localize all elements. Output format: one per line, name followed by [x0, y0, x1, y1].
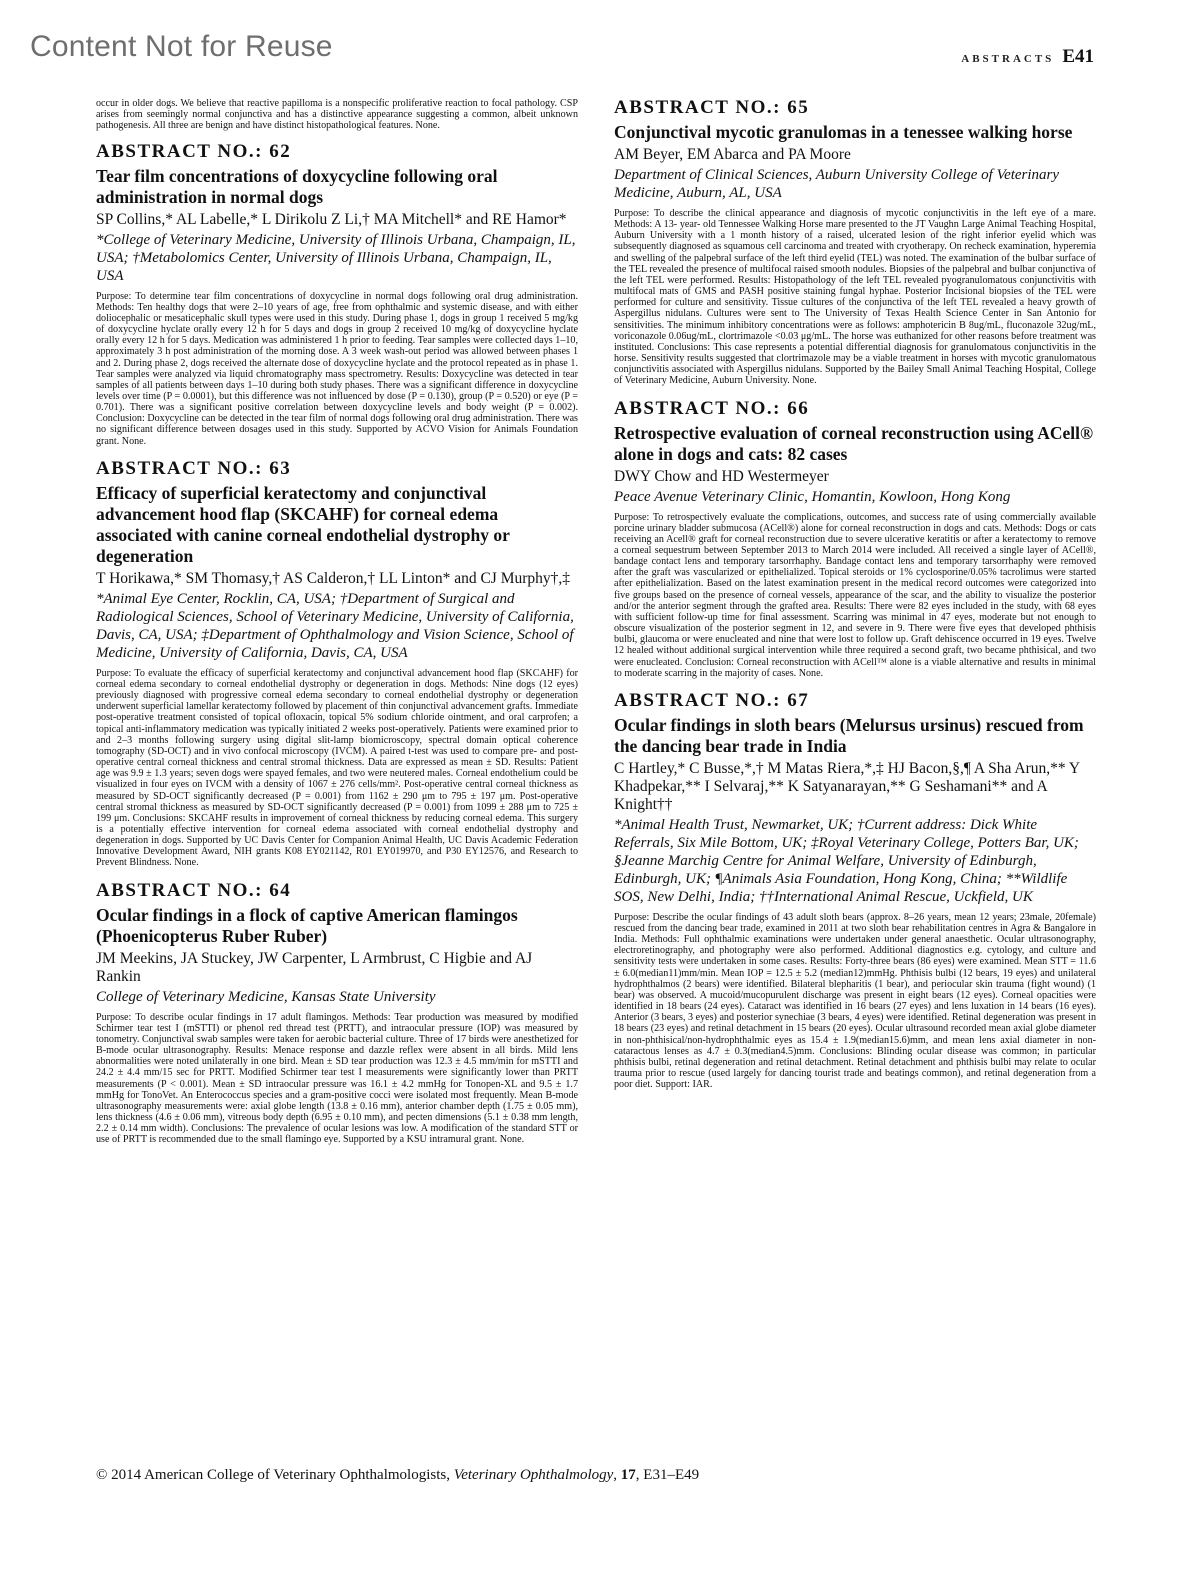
abstract-title: Ocular findings in a flock of captive American flamingos (Phoenicopterus Ruber Ruber) [96, 904, 518, 946]
abstract-number: ABSTRACT NO.: 66 [614, 397, 810, 419]
abstract-number: ABSTRACT NO.: 65 [614, 97, 810, 118]
running-head [961, 46, 1094, 68]
abstract-authors: DWY Chow and HD Westermeyer [614, 467, 829, 485]
abstract-body: Purpose: Describe the ocular findings of 43 adult sloth bears (approx. 8–26 years, mean 12 years; 23male, 20female) rescued from the dancing bear trade, examined in 2011 at two sloth bear rehabilitation centres in Agra & Bangalore in India. Methods: Full ophthalmic examinations were undertaken under general anaesthetic. Ocular ultrasonography, electroretinography, and photography were also performed. Additional diagnostics e.g. cytology, and culture and sensitivity tests were undertaken in some cases. Results: Forty-three bears (86 eyes) were examined. Mean STT = 11.6 ± 6.0(median11)mm/min. Mean IOP = 12.5 ± 5.2 (median12)mmHg. Phthisis bulbi (12 bears, 19 eyes) and unilateral hydrophthalmos (2 bears) were identified. Bilateral blepharitis (1 bear), and periocular skin trauma (fight wound) (1 bear) was observed. A mucoid/mucopurulent discharge was present in eight bears (12 eyes). Corneal opacities were identified in 18 bears (24 eyes). Cataract was identified in 16 bears (27 eyes) and lens luxation in 14 bears (16 eyes). Anterior (3 bears, 3 eyes) and posterior synechiae (3 bears, 4 eyes) were identified. Retinal degeneration was present in 18 bears (23 eyes) and retinal detachment in 15 bears (20 eyes). Ocular ultrasound recorded mean axial globe diameter in non-phthisical/non-hydrophthalmic eyes as 15.4 ± 1.9(median15.6)mm, and mean lens axial diameter in non-cataractous lenses as 4.7 ± 0.3(median4.5)mm. Conclusions: Blinding ocular disease was common; in particular phthisis bulbi, retinal degeneration and retinal detachment. Retinal detachment and phthisis bulbi may relate to ocular trauma prior to rescue (used largely for dancing tourist trade and beatings common), and retinal degeneration from a poor diet. Support: IAR. [614, 911, 1096, 1091]
abstract-authors: JM Meekins, JA Stuckey, JW Carpenter, L Armbrust, C Higbie and AJ Rankin [96, 949, 533, 985]
abstract-63 [96, 459, 578, 869]
abstract-65 [614, 98, 1096, 387]
abstract-64 [96, 881, 578, 1146]
continued-text: occur in older dogs. We believe that reactive papilloma is a nonspecific proliferative reaction to focal pathology. CSP arises from seemingly normal conjunctiva and has a distinctive appearance suggesting a common, albeit unknown pathogenesis. All three are benign and have distinct histopathological features. None. [96, 98, 578, 132]
footer-citation [96, 1467, 699, 1484]
footer-copyright: © 2014 American College of Veterinary Ophthalmologists, [96, 1467, 454, 1483]
running-head-label: ABSTRACTS [961, 53, 1055, 65]
right-column [614, 98, 1096, 1102]
abstract-body: Purpose: To determine tear film concentrations of doxycycline in normal dogs following oral drug administration. Methods: Ten healthy dogs that were 2–10 years of age, free from ophthalmic and systemic disease, and with either doliocephalic or mesaticephalic skull types were used in this study. During phase 1, dogs in group 1 received 5 mg/kg of doxycycline hyclate orally every 12 h for 5 days and dogs in group 2 received 10 mg/kg of doxycycline hyclate orally every 12 h for 5 days. Medication was administered 1 h prior to feeding. Tear samples were collected days 1–10, approximately 3 h post administration of the morning dose. A 3 week wash-out period was allowed between phases 1 and 2. During phase 2, dogs received the alternate dose of doxycycline hyclate and the protocol repeated as in phase 1. Tear samples were analyzed via liquid chromatography mass spectrometry. Results: Doxycycline was detected in tear samples of all patients between days 1–10 during both study phases. There was a significant difference in doxycycline levels over time (P = 0.0001), but this difference was not influenced by dose (P = 0.130), group (P = 0.520) or eye (P = 0.701). There was a significant positive correlation between doxycycline levels and body weight (P = 0.002). Conclusion: Doxycycline can be detected in the tear film of normal dogs following oral drug administration. There was no significant difference between dosages used in this study. Supported by ACVO Vision for Animals Foundation grant. None. [96, 290, 578, 447]
abstract-number: ABSTRACT NO.: 64 [96, 879, 292, 901]
abstract-affiliation: *College of Veterinary Medicine, University of Illinois Urbana, Champaign, IL, USA; †Metabolomics Center, University of Illinois Urbana, Champaign, IL, USA [96, 231, 576, 284]
abstract-body: Purpose: To retrospectively evaluate the complications, outcomes, and success rate of using commercially available porcine urinary bladder submucosa (ACell®) alone for corneal reconstruction in dogs and cats. Methods: Dogs or cats receiving an Acell® graft for corneal reconstruction due to severe ulcerative keratitis or after a keratectomy to remove a corneal sequestrum between September 2013 to March 2014 were included. All received a single layer of ACell®, bandage contact lens and temporary tarsorrhaphy. Bandage contact lens and temporary tarsorrhaphy were removed after the graft was vascularized or epithelialized. Topical steroids or 1% cyclosporine/0.05% tacrolimus were started after epithelialization. Based on the latest examination present in the medical record outcomes were categorized into five groups based on the presence of corneal vessels, appearance of the scar, and the ability to visualize the posterior and/or the anterior segment through the grafted area. Results: There were 82 eyes included in the study, with 68 eyes with sufficient follow-up time for final assessment. Scarring was minimal in 47 eyes, moderate but not enough to obscure visualization of the posterior segment in 12, and severe in 9. There were five eyes that developed phthisis bulbi, glaucoma or were enucleated and nine that were lost to follow up. Graft dehiscence occurred in 19 eyes. Twelve 12 healed without additional surgical intervention while three required a second graft, two became phthisical, and two were enucleated. Conclusion: Corneal reconstruction with ACell™ alone is a viable alternative and results in minimal to moderate scarring in the majority of cases. None. [614, 511, 1096, 679]
abstract-affiliation: *Animal Health Trust, Newmarket, UK; †Current address: Dick White Referrals, Six Mile Bottom, UK; ‡Royal Veterinary College, Potters Bar, UK; §Jeanne Marchig Centre for Animal Welfare, University of Edinburgh, Edinburgh, UK; ¶Animals Asia Foundation, Hong Kong, China; **Wildlife SOS, New Delhi, India; ††International Animal Rescue, Uckfield, UK [614, 816, 1079, 905]
left-column [96, 98, 578, 1157]
abstract-affiliation: *Animal Eye Center, Rocklin, CA, USA; †Department of Surgical and Radiological Sciences, School of Veterinary Medicine, University of California, Davis, CA, USA; ‡Department of Ophthalmology and Vision Science, School of Medicine, University of California, Davis, CA, USA [96, 590, 574, 661]
abstract-affiliation: College of Veterinary Medicine, Kansas State University [96, 988, 436, 1005]
abstract-number: ABSTRACT NO.: 62 [96, 140, 292, 162]
abstract-authors: SP Collins,* AL Labelle,* L Dirikolu Z Li,† MA Mitchell* and RE Hamor* [96, 210, 567, 228]
abstract-affiliation: Department of Clinical Sciences, Auburn University College of Veterinary Medicine, Auburn, AL, USA [614, 167, 1060, 201]
abstract-number: ABSTRACT NO.: 63 [96, 457, 292, 479]
footer-separator: , [613, 1467, 621, 1483]
footer-pages: , E31–E49 [635, 1467, 700, 1483]
footer-volume: 17 [620, 1467, 636, 1483]
abstract-66 [614, 399, 1096, 679]
abstract-authors: T Horikawa,* SM Thomasy,† AS Calderon,† LL Linton* and CJ Murphy†,‡ [96, 569, 571, 587]
abstract-affiliation: Peace Avenue Veterinary Clinic, Homantin, Kowloon, Hong Kong [614, 488, 1011, 505]
abstract-number: ABSTRACT NO.: 67 [614, 689, 810, 711]
watermark: Content Not for Reuse [30, 30, 333, 63]
abstract-title: Retrospective evaluation of corneal reconstruction using ACell® alone in dogs and cats: 82 cases [614, 422, 1094, 464]
abstract-authors: C Hartley,* C Busse,*,† M Matas Riera,*,‡ HJ Bacon,§,¶ A Sha Arun,** Y Khadpekar,** I Selvaraj,** K Satyanarayan,** G Seshamani** and A Knight†† [614, 759, 1080, 813]
abstract-67 [614, 691, 1096, 1091]
page-number: E41 [1062, 46, 1094, 67]
abstract-title: Conjunctival mycotic granulomas in a tenessee walking horse [614, 122, 1073, 142]
abstract-body: Purpose: To evaluate the efficacy of superficial keratectomy and conjunctival advancement hood flap (SKCAHF) for corneal edema secondary to corneal endothelial dystrophy or degeneration in dogs. Methods: Nine dogs (12 eyes) previously diagnosed with progressive corneal edema secondary to corneal endothelial dystrophy or degeneration underwent superficial lamellar keratectomy followed by placement of thin conjunctival advancement grafts. Immediate post-operative treatment consisted of topical ofloxacin, topical 5% sodium chloride ointment, and oral carprofen; a topical anti-inflammatory medication was typically initiated 2 weeks post-operatively. Patients were examined prior to and 2–3 months following surgery using digital slit-lamp biomicroscopy, spectral domain optical coherence tomography (SD-OCT) and in vivo confocal microscopy (IVCM). A paired t-test was used to compare pre- and post-operative central corneal thickness and central stromal thickness. Data are expressed as mean ± SD. Results: Patient age was 9.9 ± 1.3 years; seven dogs were spayed females, and two were neutered males. Corneal endothelium could be visualized in four eyes on IVCM with a density of 1067 ± 276 cells/mm². Post-operative central corneal thickness as measured by SD-OCT significantly decreased (P = 0.001) from 1162 ± 290 μm to 795 ± 197 μm. Post-operative central stromal thickness as measured by SD-OCT significantly decreased (P = 0.001) from 1099 ± 288 μm to 725 ± 199 μm. Conclusions: SKCAHF results in improvement of corneal thickness by reducing corneal edema. This surgery is a potentially effective intervention for corneal edema associated with corneal endothelial dystrophy and degeneration in dogs. Supported by UC Davis Center for Companion Animal Health, UC Davis Academic Federation Innovative Development Award, NIH grants K08 EY021142, R01 EY019970, and P30 EY12576, and Research to Prevent Blindness. None. [96, 667, 578, 869]
abstract-authors: AM Beyer, EM Abarca and PA Moore [614, 146, 851, 163]
footer-journal: Veterinary Ophthalmology [453, 1467, 614, 1483]
abstract-body: Purpose: To describe the clinical appearance and diagnosis of mycotic conjunctivitis in the left eye of a mare. Methods: A 13- year- old Tennessee Walking Horse mare presented to the JT Vaughn Large Animal Teaching Hospital, Auburn University with a 1 month history of a raised, ulcerated lesion of the right inferior eyelid which was subsequently diagnosed as squamous cell carcinoma and treated with cryotherapy. On recheck examination, hyperemia and swelling of the palpebral surface of the left third eyelid (TEL) was noted. The examination of the bulbar surface of the TEL revealed the presence of multifocal raised smooth nodules. Biopsies of the palpebral and bulbar conjunctiva of the left TEL were performed. Results: Histopathology of the left TEL revealed pyogranulomatous conjunctivitis with multifocal mats of GMS and PASH positive staining fungal hyphae. Posterior Incisional biopsies of the TEL were performed for culture and sensitivity. Tissue cultures of the conjunctiva of the left TEL revealed a heavy growth of Aspergillus nidulans. Cultures were sent to The University of Texas Health Science Center in San Antonio for sensitivities. The minimum inhibitory concentrations were as follows: amphotericin B 8ug/mL, fluconazole 32ug/mL, voriconazole 0.06ug/mL, clortrimazole <0.03 μg/mL. The horse was euthanized for other reasons before treatment was instituted. Conclusions: This case represents a potential differential diagnosis for granulomatous conjunctivitis in the horse. Sensitivity results suggested that clortrimazole may be a viable treatment in horses with mycotic granulomatous conjunctivitis associated with Aspergillus nidulans. Supported by the Bailey Small Animal Teaching Hospital, College of Veterinary Medicine, Auburn University. None. [614, 208, 1096, 387]
abstract-title: Ocular findings in sloth bears (Melursus ursinus) rescued from the dancing bear trade in India [614, 714, 1084, 756]
abstract-title: Tear film concentrations of doxycycline following oral administration in normal dogs [96, 165, 498, 207]
abstract-title: Efficacy of superficial keratectomy and conjunctival advancement hood flap (SKCAHF) for corneal edema associated with canine corneal endothelial dystrophy or degeneration [96, 482, 510, 566]
abstract-62 [96, 142, 578, 447]
abstract-body: Purpose: To describe ocular findings in 17 adult flamingos. Methods: Tear production was measured by modified Schirmer tear test I (mSTTI) or phenol red thread test (PRTT), and intraocular pressure (IOP) was measured by tonometry. Conjunctival swab samples were taken for aerobic bacterial culture. Three of 17 birds were anesthetized for B-mode ocular ultrasonography. Results: Menace response and dazzle reflex were absent in all birds. Mild lens abnormalities were noted unilaterally in one bird. Mean ± SD tear production was 12.3 ± 4.5 mm/min for mSTTI and 24.2 ± 4.4 mm/15 sec for PRTT. Modified Schirmer tear test I measurements were significantly lower than PRTT measurements (P < 0.001). Mean ± SD intraocular pressure was 16.1 ± 4.2 mmHg for Tonopen-XL and 9.5 ± 1.7 mmHg for TonoVet. An Enterococcus species and a gram-positive cocci were isolated most frequently. Mean B-mode ultrasonography measurements were: axial globe length (13.8 ± 0.16 mm), anterior chamber depth (1.75 ± 0.05 mm), lens thickness (4.6 ± 0.06 mm), vitreous body depth (6.95 ± 0.10 mm), and pecten dimensions (5.1 ± 0.38 mm length, 2.2 ± 0.14 mm width). Conclusions: The prevalence of ocular lesions was low. A modification of the standard STT or use of PRTT is recommended due to the small flamingo eye. Supported by a KSU intramural grant. None. [96, 1011, 578, 1146]
